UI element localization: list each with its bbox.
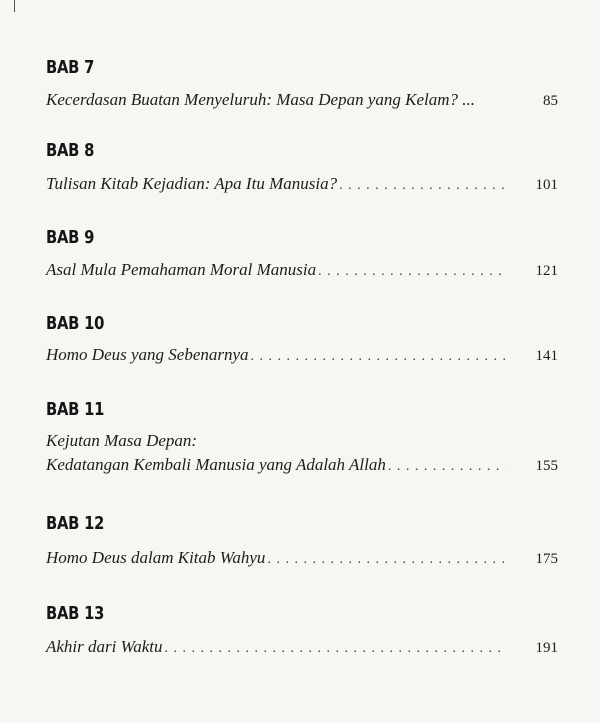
toc-entry[interactable]	[46, 455, 558, 477]
dot-leader	[339, 178, 506, 194]
page-number: 121	[535, 263, 558, 279]
chapter-label: BAB 10	[46, 313, 105, 334]
chapter-label: BAB 13	[46, 603, 105, 624]
chapter-title: Asal Mula Pemahaman Moral Manusia	[46, 260, 317, 279]
page-number: 85	[543, 93, 558, 109]
chapter-title: Kecerdasan Buatan Menyeluruh: Masa Depan yang Kelam? ...	[46, 90, 476, 109]
chapter-label: BAB 11	[46, 399, 105, 420]
dot-leader	[318, 264, 506, 280]
chapter-label: BAB 12	[46, 513, 105, 534]
page-number: 175	[535, 551, 558, 567]
chapter-subtitle: Kejutan Masa Depan:	[46, 431, 198, 450]
chapter-label: BAB 9	[46, 227, 95, 248]
page-edge-mark	[14, 0, 15, 12]
toc-entry[interactable]	[46, 637, 558, 659]
toc-entry[interactable]	[46, 548, 558, 570]
toc-entry[interactable]	[46, 345, 558, 367]
page-number: 101	[535, 177, 558, 193]
page-number: 155	[535, 458, 558, 474]
dot-leader	[267, 552, 506, 568]
chapter-title: Akhir dari Waktu	[46, 637, 163, 656]
toc-entry[interactable]	[46, 260, 558, 282]
dot-leader	[164, 641, 506, 657]
dot-leader	[251, 349, 506, 365]
chapter-title: Tulisan Kitab Kejadian: Apa Itu Manusia?	[46, 174, 338, 193]
chapter-title: Homo Deus yang Sebenarnya	[46, 345, 249, 364]
chapter-label: BAB 8	[46, 140, 95, 161]
chapter-title: Homo Deus dalam Kitab Wahyu	[46, 548, 266, 567]
toc-entry[interactable]	[46, 174, 558, 196]
chapter-title: Kedatangan Kembali Manusia yang Adalah Allah	[46, 455, 386, 474]
chapter-label: BAB 7	[46, 57, 95, 78]
page-number: 141	[535, 348, 558, 364]
toc-entry[interactable]	[46, 90, 558, 112]
page-number: 191	[535, 640, 558, 656]
dot-leader	[388, 459, 506, 475]
